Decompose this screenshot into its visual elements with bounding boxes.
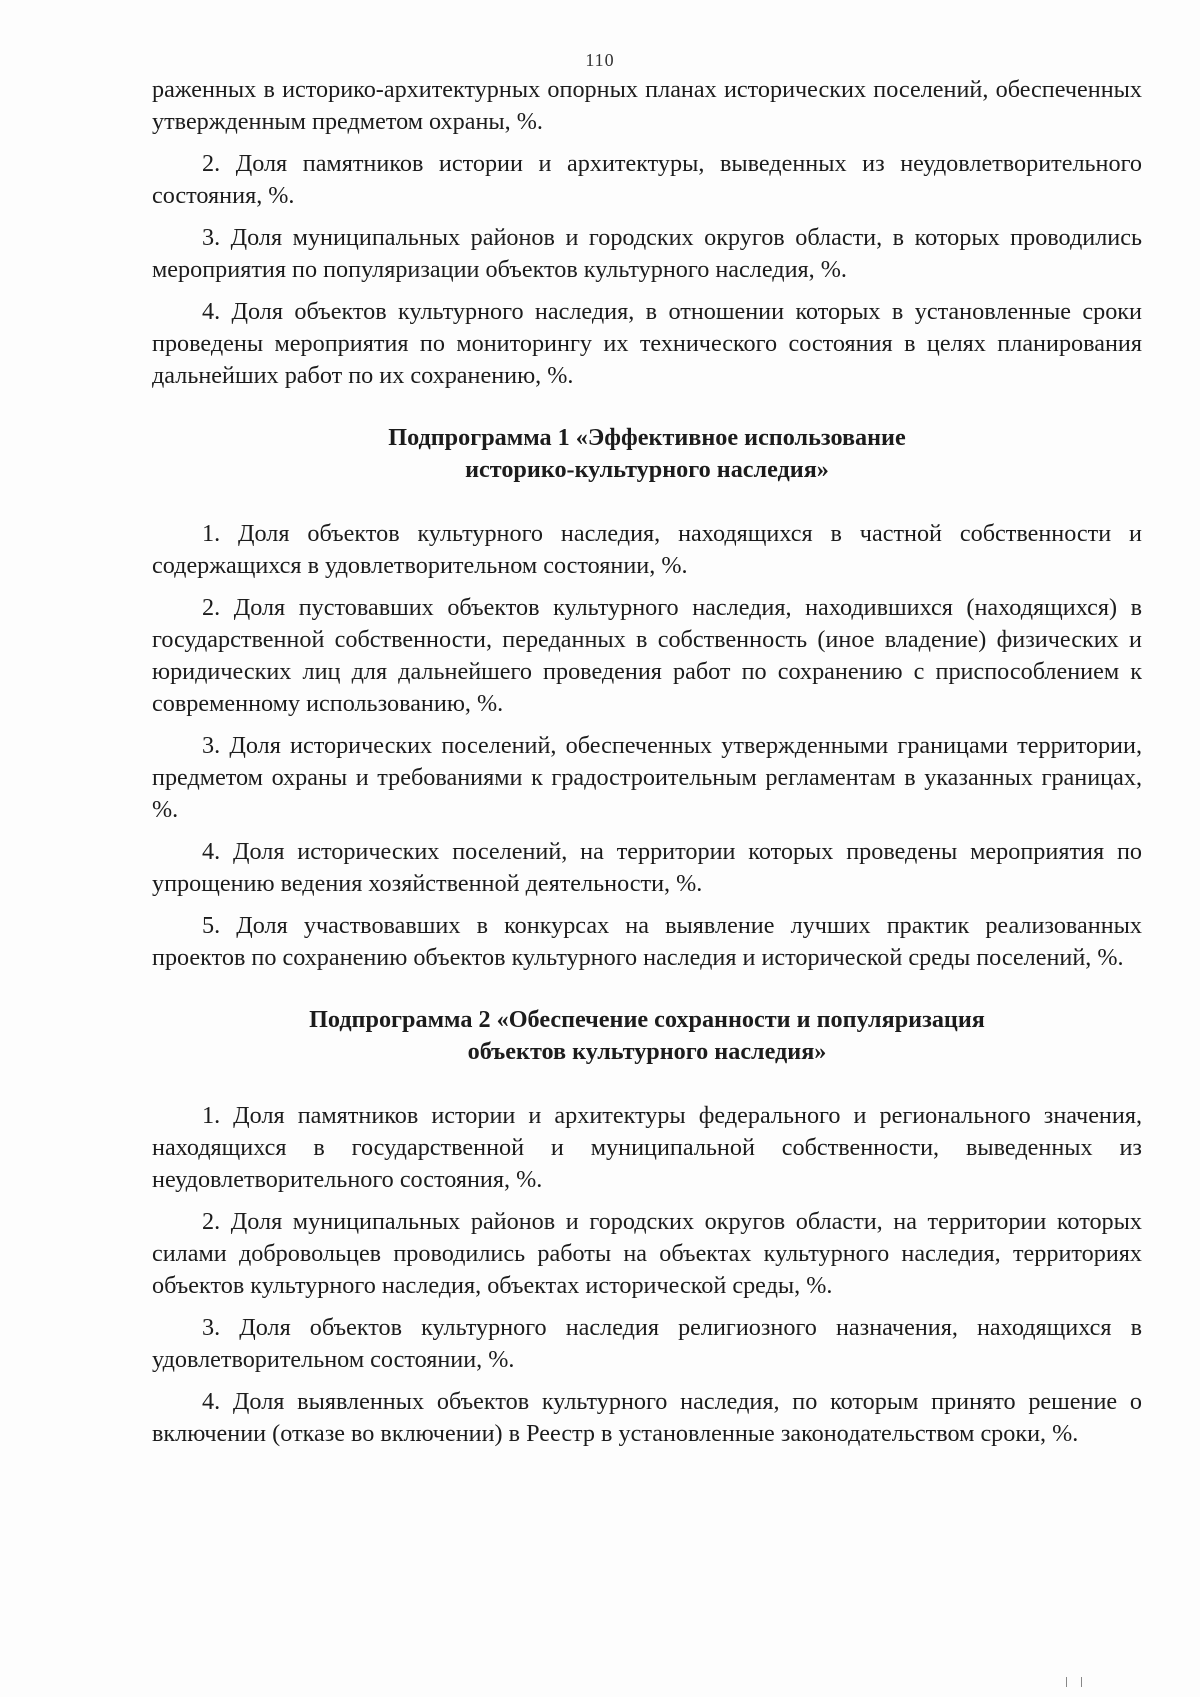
list-item: 2. Доля муниципальных районов и городских округов области, на территории которых силами добровольцев проводились работы на объектах культурного наследия, территориях объектов культурного наследия, объектах исторической среды, %. [152,1208,1142,1299]
list-item: 3. Доля объектов культурного наследия религиозного назначения, находящихся в удовлетворительном состоянии, %. [152,1314,1142,1373]
page-number: 110 [585,50,615,70]
scan-corner-mark [1066,1677,1082,1687]
list-item: 2. Доля пустовавших объектов культурного наследия, находившихся (находящихся) в государственной собственности, переданных в собственность (иное владение) физических и юридических лиц для дальнейшего проведения работ по сохранению с приспособлением к современному использованию, %. [152,594,1142,717]
list-item: 1. Доля объектов культурного наследия, находящихся в частной собственности и содержащихся в удовлетворительном состоянии, %. [152,520,1142,579]
continuation-paragraph: раженных в историко-архитектурных опорных планах исторических поселений, обеспеченных утвержденным предметом охраны, %. [152,76,1142,135]
heading-line: историко-культурного наследия» [465,456,829,483]
page-content [152,74,1142,1450]
list-item: 3. Доля муниципальных районов и городских округов области, в которых проводились мероприятия по популяризации объектов культурного наследия, %. [152,224,1142,283]
list-item: 4. Доля исторических поселений, на территории которых проведены мероприятия по упрощению ведения хозяйственной деятельности, %. [152,838,1142,897]
subprogram-2-list [152,1100,1142,1450]
heading-line: Подпрограмма 1 «Эффективное использование [388,424,906,451]
list-item: 1. Доля памятников истории и архитектуры федерального и регионального значения, находящихся в государственной и муниципальной собственности, выведенных из неудовлетворительного состояния, %. [152,1102,1142,1193]
subprogram-1-heading [152,422,1142,486]
list-item: 3. Доля исторических поселений, обеспеченных утвержденными границами территории, предметом охраны и требованиями к градостроительным регламентам в указанных границах, %. [152,732,1142,823]
subprogram-2-heading [152,1004,1142,1068]
list-item: 2. Доля памятников истории и архитектуры, выведенных из неудовлетворительного состояния, %. [152,150,1142,209]
list-item: 5. Доля участвовавших в конкурсах на выявление лучших практик реализованных проектов по сохранению объектов культурного наследия и исторической среды поселений, %. [152,912,1142,971]
list-item: 4. Доля выявленных объектов культурного наследия, по которым принято решение о включении (отказе во включении) в Реестр в установленные законодательством сроки, %. [152,1388,1142,1447]
subprogram-1-list [152,518,1142,974]
intro-section [152,74,1142,392]
heading-line: объектов культурного наследия» [467,1038,827,1065]
heading-line: Подпрограмма 2 «Обеспечение сохранности и популяризация [309,1006,985,1033]
list-item: 4. Доля объектов культурного наследия, в отношении которых в установленные сроки проведены мероприятия по мониторингу их технического состояния в целях планирования дальнейших работ по их сохранению, %. [152,298,1142,389]
